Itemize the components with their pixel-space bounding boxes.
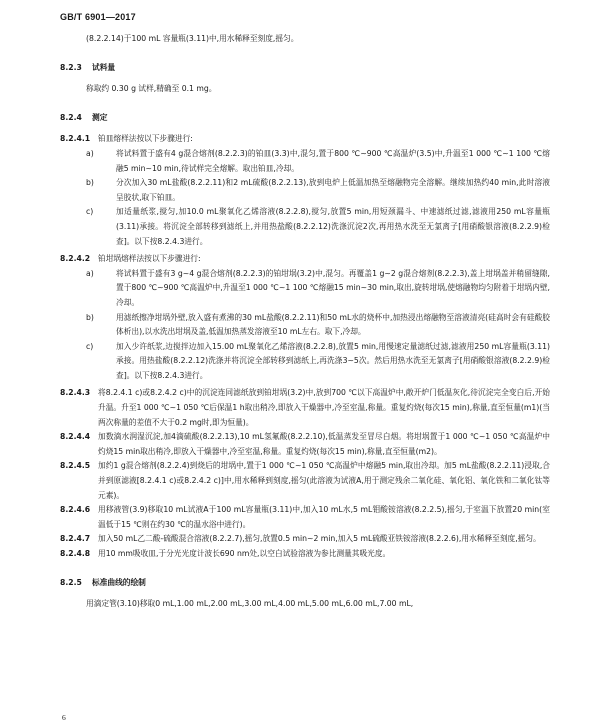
- list-item-b: [60, 311, 550, 340]
- continuation-text: (8.2.2.14)于100 mL 容量瓶(3.11)中,用水稀释至刻度,摇匀。: [86, 34, 299, 43]
- section-8-2-3-text: 称取约 0.30 g 试样,精确至 0.1 mg。: [86, 84, 217, 94]
- list-marker: a): [86, 148, 94, 158]
- list-item-a: [60, 147, 550, 176]
- list-marker: c): [86, 207, 94, 217]
- clause-8-2-4-2: [60, 252, 550, 267]
- clause-number: 8.2.4.3: [60, 388, 91, 398]
- page-header: GB/T 6901—2017: [60, 12, 136, 22]
- list-marker: a): [86, 268, 94, 278]
- clause-text: 将8.2.4.1 c)或8.2.4.2 c)中的沉淀连同滤纸放到铂坩埚(3.2)中,放到700 ℃以下高温炉中,敞开炉门低温灰化,待沉淀完全变白后,开始升温。升至1 000 ℃~1 050 ℃后保温1 h取出稍冷,即放入干燥器中,冷至室温,称量。重复灼烧(每次15 min),称量,直至恒量(m1)(当两次称量的差值不大于0.2 mg时,即为恒量)。: [98, 388, 550, 427]
- list-item-text: 分次加入30 mL盐酸(8.2.2.11)和2 mL硫酸(8.2.2.13),放到电炉上低温加热至熔融物完全溶解。继续加热约40 min,此时溶液呈胶状,取下铂皿。: [116, 178, 550, 202]
- list-item-c: [60, 205, 550, 249]
- clause-text: 铂皿熔样法按以下步骤进行:: [98, 134, 193, 144]
- section-title: 试料量: [92, 62, 116, 72]
- section-number: 8.2.3: [60, 62, 82, 72]
- clause-8-2-4-8: [60, 547, 550, 562]
- list-item-text: 加适量纸浆,搅匀,加10.0 mL聚氧化乙烯溶液(8.2.2.8),搅匀,放置5 min,用短颈漏斗、中速滤纸过滤,滤液用250 mL容量瓶(3.11)承接。将沉淀全部转移到滤纸上,并用热盐酸(8.2.2.12)洗涤沉淀2次,再用热水洗至无氯离子[用硝酸银溶液(8.2.2.9)检查]。以下按8.2.4.3进行。: [116, 207, 550, 246]
- clause-number: 8.2.4.5: [60, 461, 91, 471]
- clause-8-2-4-5: [60, 459, 550, 503]
- clause-number: 8.2.4.7: [60, 534, 91, 544]
- section-8-2-5-text: 用滴定管(3.10)移取0 mL,1.00 mL,2.00 mL,3.00 mL,4.00 mL,5.00 mL,6.00 mL,7.00 mL,: [86, 599, 414, 609]
- clause-number: 8.2.4.2: [60, 254, 91, 264]
- clause-number: 8.2.4.6: [60, 505, 91, 515]
- clause-text: 加入50 mL乙二酸-硫酸混合溶液(8.2.2.7),摇匀,放置0.5 min~2 min,加入5 mL硫酸亚铁铵溶液(8.2.2.6),用水稀释至刻度,摇匀。: [98, 534, 541, 544]
- clause-text: 用移液管(3.9)移取10 mL试液A于100 mL容量瓶(3.11)中,加入10 mL水,5 mL钼酸铵溶液(8.2.2.5),摇匀,于室温下放置20 min(室温低于15 ℃则在约30 ℃的温水浴中进行)。: [98, 505, 550, 529]
- section-title: 测定: [92, 112, 108, 122]
- clause-text: 用10 mm吸收皿,于分光光度计波长690 nm处,以空白试验溶液为参比测量其吸光度。: [98, 549, 391, 558]
- list-marker: b): [86, 178, 94, 188]
- clause-text: 加数滴水润湿沉淀,加4滴硫酸(8.2.2.13),10 mL氢氟酸(8.2.2.10),低温蒸发至冒尽白烟。将坩埚置于1 000 ℃~1 050 ℃高温炉中灼烧15 min取出稍冷,即放入干燥器中,冷至室温,称量。重复灼烧(每次15 min),称量,直至恒量(m2)。: [98, 432, 550, 456]
- list-item-c: [60, 340, 550, 384]
- clause-number: 8.2.4.1: [60, 134, 91, 144]
- list-marker: b): [86, 312, 94, 322]
- clause-8-2-4-4: [60, 430, 550, 459]
- clause-number: 8.2.4.4: [60, 432, 91, 442]
- section-number: 8.2.4: [60, 112, 82, 122]
- list-item-text: 用滤纸擦净坩埚外壁,放入盛有煮沸的30 mL盐酸(8.2.2.11)和50 mL水的烧杯中,加热浸出熔融物至溶液清亮(硅高时会有硅酸胶体析出),以水洗出坩埚及盖,低温加热蒸发溶液至10 mL左右。取下,冷却。: [116, 312, 550, 337]
- section-title: 标准曲线的绘制: [92, 577, 146, 587]
- clause-text: 加约1 g混合熔剂(8.2.2.4)到烧后的坩埚中,置于1 000 ℃~1 050 ℃高温炉中熔融5 min,取出冷却。加5 mL盐酸(8.2.2.11)浸取,合并到原滤液[8.2.4.1 c)或8.2.4.2 c)]中,用水稀释到刻度,摇匀(此溶液为试液A,用于测定残余二氧化硅、氧化铝、氧化铁和二氧化钛等元素)。: [98, 461, 550, 500]
- list-item-b: [60, 176, 550, 205]
- page-number: 6: [62, 713, 66, 722]
- clause-8-2-4-1: [60, 132, 550, 147]
- list-item-text: 将试料置于盛有4 g混合熔剂(8.2.2.3)的铂皿(3.3)中,混匀,置于800 ℃~900 ℃高温炉(3.5)中,升温至1 000 ℃~1 100 ℃熔融5 min~10 min,待试样完全熔解。取出铂皿,冷却。: [116, 148, 550, 173]
- clause-8-2-4-6: [60, 503, 550, 532]
- section-8-2-5-heading: [60, 576, 550, 591]
- list-marker: c): [86, 341, 94, 351]
- list-item-text: 将试料置于盛有3 g~4 g混合熔剂(8.2.2.3)的铂坩埚(3.2)中,混匀。再覆盖1 g~2 g混合熔剂(8.2.2.3),盖上坩埚盖并稍留缝隙,置于800 ℃~900 ℃高温炉中,升温至1 000 ℃~1 100 ℃熔融15 min~30 min,取出,旋转坩埚,使熔融物均匀附着于坩埚内壁,冷却。: [116, 268, 550, 307]
- section-8-2-3-heading: [60, 61, 550, 76]
- section-8-2-4-heading: [60, 111, 550, 126]
- clause-8-2-4-7: [60, 532, 550, 547]
- clause-number: 8.2.4.8: [60, 549, 91, 558]
- document-body: [60, 32, 550, 612]
- list-item-a: [60, 267, 550, 311]
- list-item-text: 加入少许纸浆,边搅拌边加入15.00 mL聚氧化乙烯溶液(8.2.2.8),放置5 min,用慢速定量滤纸过滤,滤液用250 mL容量瓶(3.11)承接。用热盐酸(8.2.2.12)洗涤并将沉淀全部转移到滤纸上,再洗涤3~5次。然后用热水洗至无氯离子[用硝酸银溶液(8.2.2.9)检查]。以下按8.2.4.3进行。: [116, 341, 550, 380]
- section-number: 8.2.5: [60, 577, 82, 587]
- clause-text: 铂坩埚熔样法按以下步骤进行:: [98, 254, 201, 264]
- clause-8-2-4-3: [60, 386, 550, 430]
